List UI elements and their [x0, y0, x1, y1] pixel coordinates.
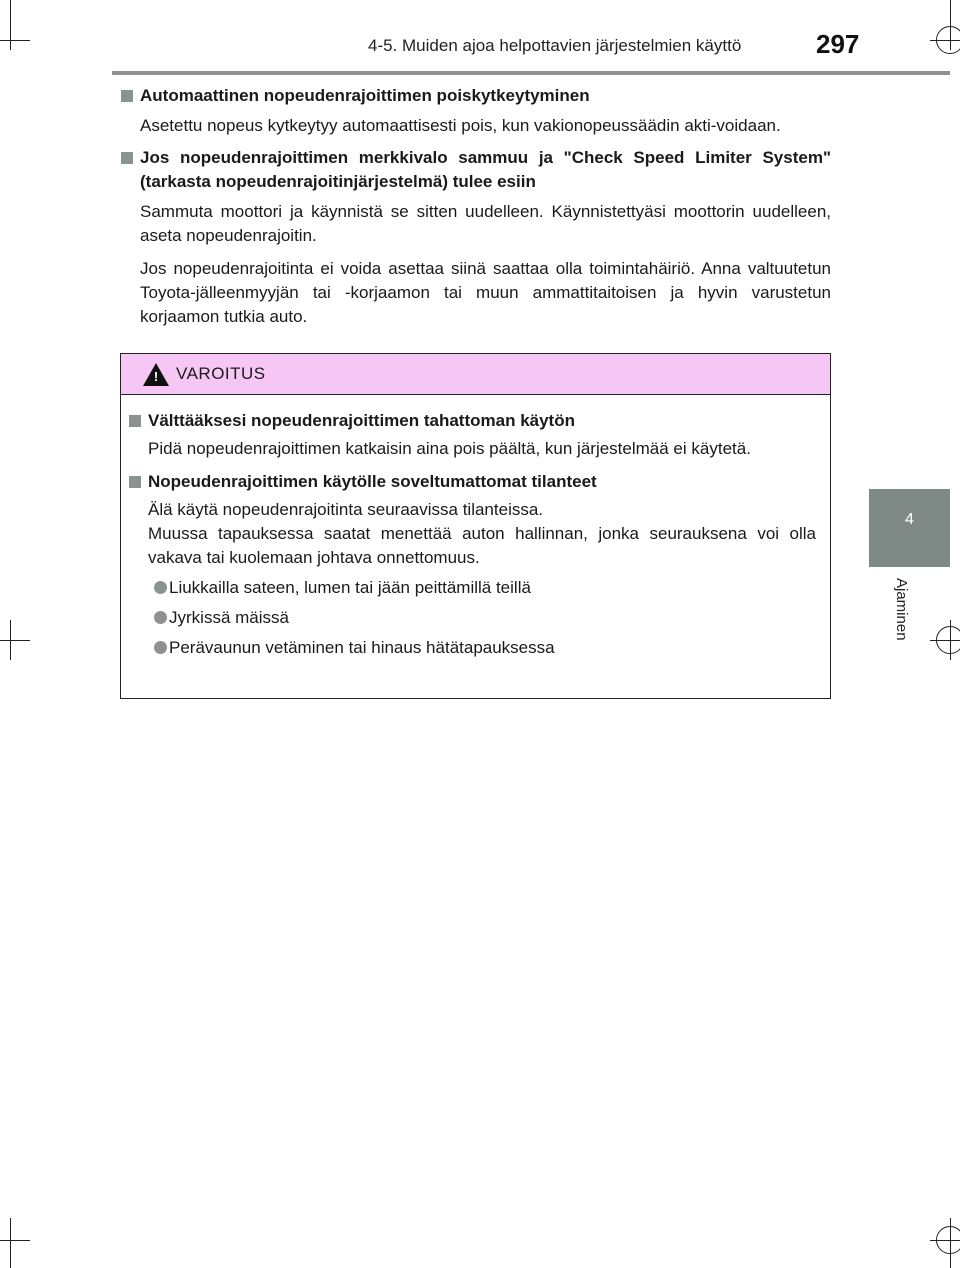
square-bullet-icon: [129, 476, 141, 488]
chapter-label: Ajaminen: [893, 578, 910, 641]
header-rule: [112, 71, 950, 75]
square-bullet-icon: [121, 90, 133, 102]
round-bullet-icon: [154, 611, 167, 624]
warning-box: [120, 353, 831, 699]
section-heading: Jos nopeudenrajoittimen merkkivalo sammuu ja "Check Speed Limiter System" (tarkasta nopeudenrajoitinjärjestelmä) tulee esiin: [119, 146, 831, 194]
section-paragraph: Asetettu nopeus kytkeytyy automaattisesti pois, kun vakionopeussäädin akti-voidaan.: [140, 116, 781, 135]
section-paragraph: Jos nopeudenrajoitinta ei voida asettaa siinä saattaa olla toimintahäiriö. Anna valtuutetun Toyota-jälleenmyyjän tai -korjaamon tai muun ammattitaitoisen ja hyvin varustetun korjaamon tutkia auto.: [140, 259, 831, 326]
square-bullet-icon: [121, 152, 133, 164]
warning-section-heading: Välttääksesi nopeudenrajoittimen tahattoman käytön: [127, 409, 816, 433]
main-content: [119, 84, 831, 329]
warning-title: VAROITUS: [176, 364, 266, 383]
section-heading: Automaattinen nopeudenrajoittimen poiskytkeytyminen: [119, 84, 831, 108]
round-bullet-icon: [154, 641, 167, 654]
section-indicator-off: [119, 146, 831, 329]
list-item: Liukkailla sateen, lumen tai jään peittämillä teillä: [127, 576, 816, 600]
page-header-title: 4-5. Muiden ajoa helpottavien järjestelmien käyttö: [368, 36, 742, 55]
warning-body: [121, 395, 830, 660]
round-bullet-icon: [154, 581, 167, 594]
list-item: Perävaunun vetäminen tai hinaus hätätapauksessa: [127, 636, 816, 660]
warning-paragraph: Pidä nopeudenrajoittimen katkaisin aina pois päältä, kun järjestelmää ei käytetä.: [148, 439, 751, 458]
chapter-tab: [869, 489, 950, 567]
section-auto-disengage: [119, 84, 831, 138]
warning-section-heading: Nopeudenrajoittimen käytölle soveltumattomat tilanteet: [127, 470, 816, 494]
warning-paragraph: Älä käytä nopeudenrajoitinta seuraavissa tilanteissa.: [148, 500, 544, 519]
chapter-number: 4: [905, 511, 914, 528]
list-item: Jyrkissä mäissä: [127, 606, 816, 630]
page-number: 297: [816, 29, 860, 59]
square-bullet-icon: [129, 415, 141, 427]
section-paragraph: Sammuta moottori ja käynnistä se sitten uudelleen. Käynnistettyäsi moottorin uudelleen, aseta nopeudenrajoitin.: [140, 202, 831, 245]
warning-header: ! VAROITUS: [121, 354, 830, 395]
warning-paragraph: Muussa tapauksessa saatat menettää auton hallinnan, jonka seurauksena voi olla vakava tai kuolemaan johtava onnettomuus.: [148, 524, 816, 567]
